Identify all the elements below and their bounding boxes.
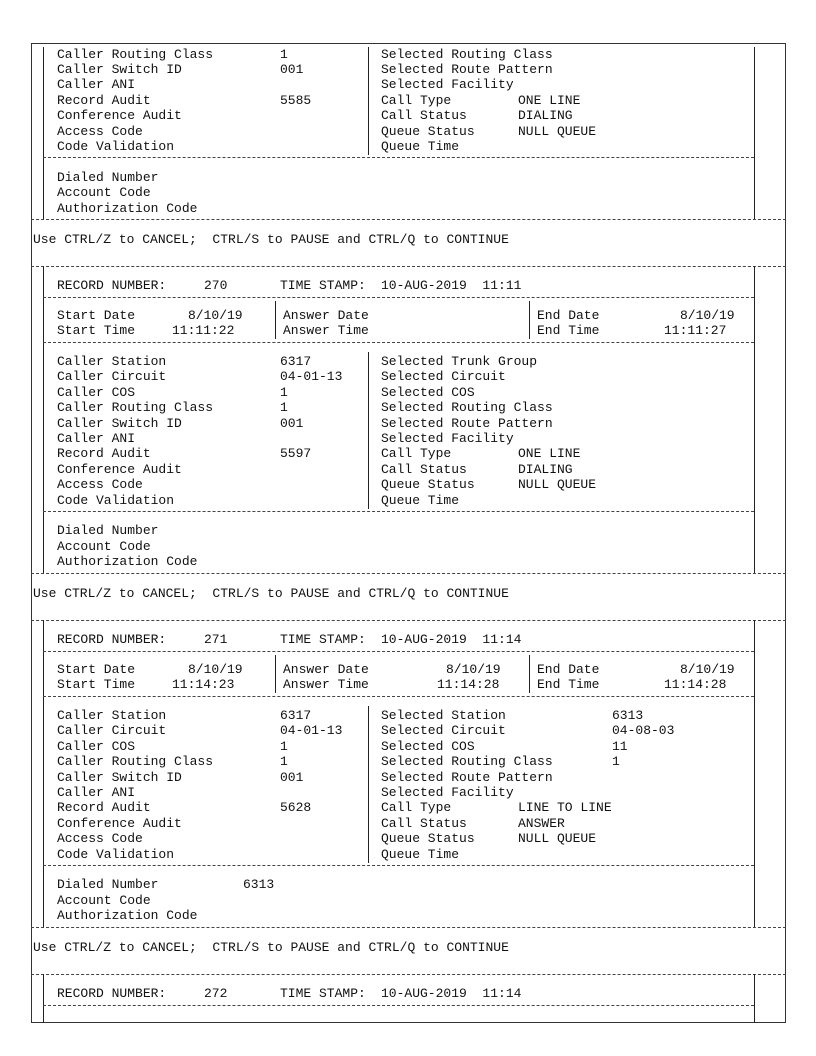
label-authorization-code: Authorization Code: [57, 554, 198, 569]
value-dialed-number: 6313: [243, 877, 275, 892]
divider: [31, 620, 786, 621]
value-start-date: 8/10/19: [188, 308, 243, 323]
label-selected-facility: Selected Facility: [381, 785, 514, 800]
label-call-status: Call Status: [381, 462, 467, 477]
value-caller-circuit: 04-01-13: [280, 723, 343, 738]
label-answer-time: Answer Time: [283, 677, 369, 692]
label-dialed-number: Dialed Number: [57, 523, 159, 538]
divider: [43, 297, 754, 298]
record-right-border: [754, 266, 755, 573]
label-dialed-number: Dialed Number: [57, 877, 159, 892]
partial-record-column-divider: [368, 47, 369, 155]
record-left-border: [43, 974, 44, 1023]
label-access-code: Access Code: [57, 831, 143, 846]
value-call-status: ANSWER: [518, 816, 565, 831]
value-caller-switch-id: 001: [280, 416, 304, 431]
label-caller-station: Caller Station: [57, 354, 167, 369]
value-record-audit: 5585: [280, 93, 312, 108]
label-caller-routing-class: Caller Routing Class: [57, 754, 214, 769]
label-caller-ani: Caller ANI: [57, 785, 136, 800]
value-caller-cos: 1: [280, 385, 288, 400]
label-end-date: End Date: [537, 662, 600, 677]
column-divider: [529, 655, 530, 693]
divider: [31, 573, 786, 574]
label-record-number: RECORD NUMBER:: [57, 632, 167, 647]
value-caller-station: 6317: [280, 708, 312, 723]
label-caller-cos: Caller COS: [57, 385, 136, 400]
label-caller-routing-class: Caller Routing Class: [57, 400, 214, 415]
label-selected-cos: Selected COS: [381, 385, 475, 400]
value-caller-switch-id: 001: [280, 62, 304, 77]
label-selected-route-pattern: Selected Route Pattern: [381, 62, 553, 77]
divider: [43, 696, 754, 697]
value-start-time: 11:11:22: [172, 323, 235, 338]
divider: [43, 651, 754, 652]
label-caller-switch-id: Caller Switch ID: [57, 416, 182, 431]
label-code-validation: Code Validation: [57, 847, 175, 862]
label-caller-switch-id: Caller Switch ID: [57, 770, 182, 785]
label-queue-time: Queue Time: [381, 493, 460, 508]
value-record-audit: 5597: [280, 446, 312, 461]
value-caller-circuit: 04-01-13: [280, 369, 343, 384]
label-caller-circuit: Caller Circuit: [57, 723, 167, 738]
label-call-type: Call Type: [381, 93, 452, 108]
value-call-type: ONE LINE: [518, 93, 581, 108]
value-queue-status: NULL QUEUE: [518, 831, 597, 846]
divider: [31, 927, 786, 928]
label-caller-ani: Caller ANI: [57, 431, 136, 446]
value-call-status: DIALING: [518, 108, 573, 123]
value-time-stamp: 10-AUG-2019 11:14: [381, 986, 522, 1001]
value-call-type: LINE TO LINE: [518, 800, 612, 815]
label-time-stamp: TIME STAMP:: [280, 632, 366, 647]
value-caller-routing-class: 1: [280, 400, 288, 415]
label-account-code: Account Code: [57, 185, 151, 200]
label-record-number: RECORD NUMBER:: [57, 278, 167, 293]
label-authorization-code: Authorization Code: [57, 201, 198, 216]
value-end-date: 8/10/19: [680, 308, 735, 323]
value-selected-station: 6313: [612, 708, 644, 723]
label-answer-time: Answer Time: [283, 323, 369, 338]
label-queue-time: Queue Time: [381, 847, 460, 862]
value-answer-date: 8/10/19: [446, 662, 501, 677]
label-start-time: Start Time: [57, 323, 136, 338]
label-selected-cos: Selected COS: [381, 739, 475, 754]
label-answer-date: Answer Date: [283, 308, 369, 323]
value-selected-cos: 11: [612, 739, 628, 754]
record-right-border: [754, 974, 755, 1023]
label-record-audit: Record Audit: [57, 93, 151, 108]
cancel-instruction: Use CTRL/Z to CANCEL; CTRL/S to PAUSE and CTRL/Q to CONTINUE: [33, 940, 509, 955]
label-selected-routing-class: Selected Routing Class: [381, 400, 553, 415]
label-start-date: Start Date: [57, 308, 136, 323]
value-start-time: 11:14:23: [172, 677, 235, 692]
divider: [43, 342, 754, 343]
partial-record-right-border: [754, 47, 755, 219]
label-selected-circuit: Selected Circuit: [381, 369, 506, 384]
label-record-number: RECORD NUMBER:: [57, 986, 167, 1001]
label-selected-facility: Selected Facility: [381, 431, 514, 446]
label-end-time: End Time: [537, 677, 600, 692]
label-selected-route-pattern: Selected Route Pattern: [381, 770, 553, 785]
label-selected-route-pattern: Selected Route Pattern: [381, 416, 553, 431]
label-selected-routing-class: Selected Routing Class: [381, 754, 553, 769]
column-divider: [368, 706, 369, 863]
label-caller-cos: Caller COS: [57, 739, 136, 754]
divider: [43, 511, 754, 512]
partial-record-left-border: [43, 47, 44, 219]
record-left-border: [43, 266, 44, 573]
value-record-number: 270: [204, 278, 228, 293]
value-caller-routing-class: 1: [280, 754, 288, 769]
label-record-audit: Record Audit: [57, 800, 151, 815]
label-selected-station: Selected Station: [381, 708, 506, 723]
label-start-time: Start Time: [57, 677, 136, 692]
column-divider: [368, 352, 369, 509]
label-answer-date: Answer Date: [283, 662, 369, 677]
label-caller-switch-id: Caller Switch ID: [57, 62, 182, 77]
value-end-time: 11:14:28: [664, 677, 727, 692]
label-call-status: Call Status: [381, 816, 467, 831]
value-queue-status: NULL QUEUE: [518, 124, 597, 139]
label-time-stamp: TIME STAMP:: [280, 278, 366, 293]
value-end-time: 11:11:27: [664, 323, 727, 338]
label-call-status: Call Status: [381, 108, 467, 123]
divider: [31, 974, 786, 975]
value-record-number: 272: [204, 986, 228, 1001]
value-selected-routing-class: 1: [612, 754, 620, 769]
divider: [31, 266, 786, 267]
label-dialed-number: Dialed Number: [57, 170, 159, 185]
value-queue-status: NULL QUEUE: [518, 477, 597, 492]
value-start-date: 8/10/19: [188, 662, 243, 677]
value-call-status: DIALING: [518, 462, 573, 477]
value-caller-routing-class: 1: [280, 47, 288, 62]
label-time-stamp: TIME STAMP:: [280, 986, 366, 1001]
label-end-time: End Time: [537, 323, 600, 338]
label-conference-audit: Conference Audit: [57, 462, 182, 477]
column-divider: [275, 655, 276, 693]
divider: [43, 157, 754, 158]
value-record-number: 271: [204, 632, 228, 647]
label-caller-routing-class: Caller Routing Class: [57, 47, 214, 62]
divider: [43, 1005, 754, 1006]
column-divider: [275, 301, 276, 339]
label-end-date: End Date: [537, 308, 600, 323]
label-caller-circuit: Caller Circuit: [57, 369, 167, 384]
label-selected-facility: Selected Facility: [381, 77, 514, 92]
label-access-code: Access Code: [57, 477, 143, 492]
cancel-instruction: Use CTRL/Z to CANCEL; CTRL/S to PAUSE and CTRL/Q to CONTINUE: [33, 586, 509, 601]
value-call-type: ONE LINE: [518, 446, 581, 461]
label-queue-status: Queue Status: [381, 477, 475, 492]
value-answer-time: 11:14:28: [437, 677, 500, 692]
divider: [31, 219, 786, 220]
label-conference-audit: Conference Audit: [57, 816, 182, 831]
label-queue-time: Queue Time: [381, 139, 460, 154]
value-caller-cos: 1: [280, 739, 288, 754]
record-right-border: [754, 620, 755, 927]
divider: [43, 865, 754, 866]
value-caller-switch-id: 001: [280, 770, 304, 785]
label-queue-status: Queue Status: [381, 124, 475, 139]
label-caller-station: Caller Station: [57, 708, 167, 723]
label-queue-status: Queue Status: [381, 831, 475, 846]
value-selected-circuit: 04-08-03: [612, 723, 675, 738]
label-selected-circuit: Selected Circuit: [381, 723, 506, 738]
label-record-audit: Record Audit: [57, 446, 151, 461]
label-conference-audit: Conference Audit: [57, 108, 182, 123]
value-caller-station: 6317: [280, 354, 312, 369]
label-call-type: Call Type: [381, 446, 452, 461]
label-access-code: Access Code: [57, 124, 143, 139]
label-caller-ani: Caller ANI: [57, 77, 136, 92]
value-end-date: 8/10/19: [680, 662, 735, 677]
label-code-validation: Code Validation: [57, 139, 175, 154]
value-time-stamp: 10-AUG-2019 11:14: [381, 632, 522, 647]
cancel-instruction: Use CTRL/Z to CANCEL; CTRL/S to PAUSE and CTRL/Q to CONTINUE: [33, 232, 509, 247]
value-record-audit: 5628: [280, 800, 312, 815]
label-code-validation: Code Validation: [57, 493, 175, 508]
label-call-type: Call Type: [381, 800, 452, 815]
label-account-code: Account Code: [57, 539, 151, 554]
label-selected-trunk-group: Selected Trunk Group: [381, 354, 538, 369]
record-left-border: [43, 620, 44, 927]
value-time-stamp: 10-AUG-2019 11:11: [381, 278, 522, 293]
label-authorization-code: Authorization Code: [57, 908, 198, 923]
label-selected-routing-class: Selected Routing Class: [381, 47, 553, 62]
label-account-code: Account Code: [57, 893, 151, 908]
column-divider: [529, 301, 530, 339]
label-start-date: Start Date: [57, 662, 136, 677]
